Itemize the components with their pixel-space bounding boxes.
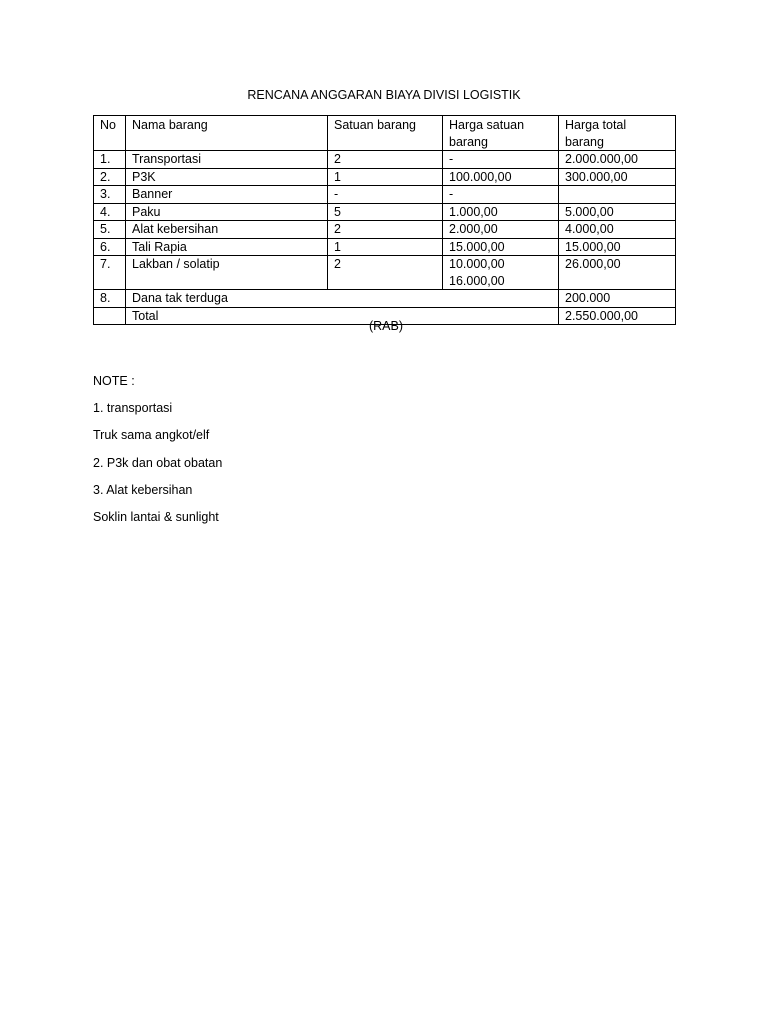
note-line: 3. Alat kebersihan	[93, 483, 193, 497]
header-harga-total: Harga total barang	[559, 116, 676, 151]
cell-harga-total: 200.000	[559, 290, 676, 308]
header-harga-satuan: Harga satuan barang	[443, 116, 559, 151]
cell-harga-total: 15.000,00	[559, 238, 676, 256]
cell-no: 7.	[94, 256, 126, 290]
harga-satuan-value: -	[449, 152, 454, 166]
harga-satuan-value: 2.000,00	[449, 222, 498, 236]
cell-no: 4.	[94, 203, 126, 221]
cell-no: 5.	[94, 221, 126, 239]
table-row	[94, 203, 676, 221]
table-row	[94, 186, 676, 204]
header-nama-barang: Nama barang	[126, 116, 328, 151]
cell-harga-satuan	[443, 186, 559, 204]
table-row	[94, 168, 676, 186]
cell-harga-total: 300.000,00	[559, 168, 676, 186]
note-line: Truk sama angkot/elf	[93, 428, 210, 442]
cell-harga-total	[559, 186, 676, 204]
cell-satuan-barang: 2	[328, 151, 443, 169]
note-line: Soklin lantai & sunlight	[93, 510, 219, 524]
cell-harga-satuan	[443, 203, 559, 221]
cell-harga-satuan	[443, 168, 559, 186]
cell-satuan-barang: 5	[328, 203, 443, 221]
harga-satuan-value: 100.000,00	[449, 169, 512, 184]
cell-harga-total: 4.000,00	[559, 221, 676, 239]
cell-nama-barang: Transportasi	[126, 151, 328, 169]
table-row	[94, 238, 676, 256]
cell-harga-total: 26.000,00	[559, 256, 676, 290]
cell-harga-satuan	[443, 221, 559, 239]
cell-total-label: Total	[126, 307, 559, 325]
harga-satuan-value: 10.000,00	[449, 257, 505, 271]
cell-nama-barang: Paku	[126, 203, 328, 221]
table-row-dana-tak-terduga	[94, 290, 676, 308]
table-row	[94, 221, 676, 239]
cell-no: 8.	[94, 290, 126, 308]
document-title: RENCANA ANGGARAN BIAYA DIVISI LOGISTIK	[247, 88, 521, 102]
table-row	[94, 151, 676, 169]
cell-no: 2.	[94, 168, 126, 186]
budget-table	[93, 115, 676, 325]
cell-satuan-barang: 1	[328, 238, 443, 256]
cell-harga-satuan	[443, 238, 559, 256]
cell-no: 3.	[94, 186, 126, 204]
note-line: 1. transportasi	[93, 401, 173, 415]
cell-satuan-barang: 2	[328, 256, 443, 290]
harga-satuan-value: -	[449, 187, 454, 201]
cell-harga-total: 2.000.000,00	[559, 151, 676, 169]
cell-nama-barang: Lakban / solatip	[126, 256, 328, 290]
cell-no: 1.	[94, 151, 126, 169]
cell-no: 6.	[94, 238, 126, 256]
table-header-row	[94, 116, 676, 151]
table-body	[94, 151, 676, 325]
note-heading: NOTE :	[93, 374, 135, 388]
harga-satuan-value: 15.000,00	[449, 239, 505, 254]
cell-harga-satuan	[443, 151, 559, 169]
cell-harga-satuan	[443, 256, 559, 290]
header-no: No	[94, 116, 126, 151]
harga-satuan-value: 1.000,00	[449, 204, 498, 219]
cell-harga-total: 2.550.000,00	[559, 307, 676, 325]
note-line: 2. P3k dan obat obatan	[93, 456, 223, 470]
table-caption: (RAB)	[368, 319, 404, 333]
cell-nama-barang: Alat kebersihan	[126, 221, 328, 239]
cell-satuan-barang: 2	[328, 221, 443, 239]
cell-satuan-barang: 1	[328, 168, 443, 186]
cell-nama-barang: Banner	[126, 186, 328, 204]
cell-nama-barang: Tali Rapia	[126, 238, 328, 256]
cell-nama-barang: P3K	[126, 168, 328, 186]
table-row	[94, 256, 676, 290]
header-satuan-barang: Satuan barang	[328, 116, 443, 151]
cell-satuan-barang: -	[328, 186, 443, 204]
harga-satuan-value: 16.000,00	[449, 273, 505, 288]
cell-nama-barang: Dana tak terduga	[126, 290, 559, 308]
cell-harga-total: 5.000,00	[559, 203, 676, 221]
